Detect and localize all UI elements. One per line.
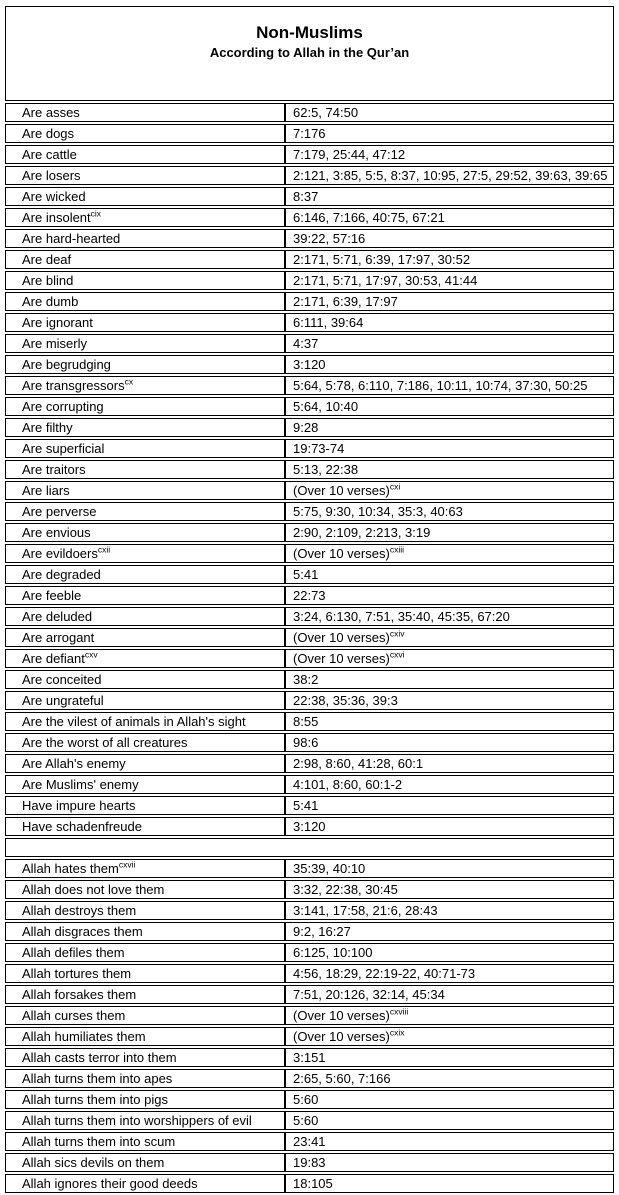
table-row xyxy=(5,145,614,164)
table-row xyxy=(5,481,614,500)
verses-value: 7:51, 20:126, 32:14, 45:34 xyxy=(293,987,445,1002)
attribute-cell xyxy=(5,313,285,332)
attribute-label: Allah does not love them xyxy=(22,882,165,897)
attribute-label: Allah forsakes them xyxy=(22,987,137,1002)
attribute-cell xyxy=(5,1153,285,1172)
attribute-cell xyxy=(5,1132,285,1151)
attribute-label: Allah casts terror into them xyxy=(22,1050,177,1065)
verses-cell xyxy=(285,250,614,269)
verses-value: 62:5, 74:50 xyxy=(293,105,359,120)
table-row xyxy=(5,187,614,206)
attribute-cell xyxy=(5,964,285,983)
table-row xyxy=(5,880,614,899)
verses-value: 5:60 xyxy=(293,1113,319,1128)
verses-value: 23:41 xyxy=(293,1134,326,1149)
verses-cell xyxy=(285,586,614,605)
attribute-label: Are deaf xyxy=(22,252,72,267)
verses-cell xyxy=(285,1090,614,1109)
table-row xyxy=(5,124,614,143)
table-row xyxy=(5,1090,614,1109)
attribute-cell xyxy=(5,859,285,878)
verses-value: 2:171, 6:39, 17:97 xyxy=(293,294,398,309)
table-row xyxy=(5,859,614,878)
title-section xyxy=(5,6,614,101)
table-row xyxy=(5,439,614,458)
footnote-ref: cxiii xyxy=(389,544,404,555)
verses-cell xyxy=(285,670,614,689)
table-row xyxy=(5,964,614,983)
verses-value: 38:2 xyxy=(293,672,319,687)
attribute-label: Are degraded xyxy=(22,567,101,582)
page-subtitle: According to Allah in the Qur’an xyxy=(209,45,410,60)
verses-cell xyxy=(285,124,614,143)
footnote-ref: cxviii xyxy=(389,1006,409,1017)
verses-cell xyxy=(285,1174,614,1193)
verses-value: 6:111, 39:64 xyxy=(293,315,364,330)
attribute-label: Allah turns them into pigs xyxy=(22,1092,168,1107)
table-row xyxy=(5,1174,614,1193)
verses-value: 3:141, 17:58, 21:6, 28:43 xyxy=(293,903,438,918)
table-row xyxy=(5,103,614,122)
verses-value: 5:60 xyxy=(293,1092,319,1107)
verses-cell xyxy=(285,1069,614,1088)
attribute-cell xyxy=(5,985,285,1004)
attribute-label: Are feeble xyxy=(22,588,82,603)
verses-cell xyxy=(285,628,614,647)
table-row xyxy=(5,313,614,332)
attribute-cell xyxy=(5,544,285,563)
footnote-ref: cxvi xyxy=(389,649,405,660)
attribute-cell xyxy=(5,1048,285,1067)
verses-cell xyxy=(285,460,614,479)
attribute-label: Are liars xyxy=(22,483,70,498)
attribute-cell xyxy=(5,1006,285,1025)
footnote-ref: cxi xyxy=(389,481,401,492)
attribute-cell xyxy=(5,376,285,395)
verses-value: 9:28 xyxy=(293,420,319,435)
verses-value: 3:120 xyxy=(293,357,326,372)
verses-value: 2:121, 3:85, 5:5, 8:37, 10:95, 27:5, 29:52, 39:63, 39:65 xyxy=(293,168,608,183)
attribute-label: Allah defiles them xyxy=(22,945,125,960)
verses-value: 3:120 xyxy=(293,819,326,834)
attribute-label: Are superficial xyxy=(22,441,105,456)
verses-cell xyxy=(285,544,614,563)
verses-cell xyxy=(285,796,614,815)
attribute-cell xyxy=(5,943,285,962)
table-row xyxy=(5,1027,614,1046)
table-row xyxy=(5,733,614,752)
verses-cell xyxy=(285,649,614,668)
verses-cell xyxy=(285,502,614,521)
attribute-cell xyxy=(5,103,285,122)
verses-value: 5:75, 9:30, 10:34, 35:3, 40:63 xyxy=(293,504,463,519)
table-row xyxy=(5,418,614,437)
table-row xyxy=(5,691,614,710)
attribute-label: Are Allah's enemy xyxy=(22,756,126,771)
verses-value: 7:176 xyxy=(293,126,326,141)
footnote-ref: cxv xyxy=(84,649,98,660)
verses-cell xyxy=(285,985,614,1004)
table-row xyxy=(5,1153,614,1172)
title-cell xyxy=(5,6,614,101)
verses-cell xyxy=(285,943,614,962)
attribute-label: Allah turns them into apes xyxy=(22,1071,173,1086)
table-row xyxy=(5,1069,614,1088)
table-row xyxy=(5,628,614,647)
attribute-label: Are wicked xyxy=(22,189,86,204)
table-row xyxy=(5,712,614,731)
verses-cell xyxy=(285,481,614,500)
verses-value: 35:39, 40:10 xyxy=(293,861,366,876)
attribute-label: Have impure hearts xyxy=(22,798,136,813)
footnote-ref: cxix xyxy=(389,1027,405,1038)
verses-value: 3:151 xyxy=(293,1050,326,1065)
verses-cell xyxy=(285,1006,614,1025)
attribute-cell xyxy=(5,418,285,437)
verses-value: 5:64, 10:40 xyxy=(293,399,359,414)
attribute-cell xyxy=(5,1111,285,1130)
attribute-cell xyxy=(5,796,285,815)
attribute-cell xyxy=(5,460,285,479)
verses-cell xyxy=(285,313,614,332)
attribute-cell xyxy=(5,124,285,143)
table-row xyxy=(5,754,614,773)
table-row xyxy=(5,376,614,395)
page-title: Non-Muslims xyxy=(256,23,363,42)
attribute-cell xyxy=(5,628,285,647)
table-row xyxy=(5,922,614,941)
spacer-cell xyxy=(5,838,614,857)
verses-value: (Over 10 verses) xyxy=(293,546,390,561)
verses-cell xyxy=(285,1111,614,1130)
attribute-label: Are defiant xyxy=(22,651,85,666)
table-row xyxy=(5,229,614,248)
verses-cell xyxy=(285,355,614,374)
verses-cell xyxy=(285,901,614,920)
attribute-label: Allah destroys them xyxy=(22,903,137,918)
table-row xyxy=(5,586,614,605)
verses-value: 2:171, 5:71, 17:97, 30:53, 41:44 xyxy=(293,273,478,288)
verses-value: 9:2, 16:27 xyxy=(293,924,351,939)
verses-value: 3:32, 22:38, 30:45 xyxy=(293,882,398,897)
verses-value: (Over 10 verses) xyxy=(293,651,390,666)
attribute-cell xyxy=(5,586,285,605)
attribute-label: Are the worst of all creatures xyxy=(22,735,188,750)
attribute-label: Are miserly xyxy=(22,336,88,351)
verses-value: 22:38, 35:36, 39:3 xyxy=(293,693,398,708)
attribute-label: Are conceited xyxy=(22,672,102,687)
attribute-label: Allah curses them xyxy=(22,1008,126,1023)
table-row xyxy=(5,1111,614,1130)
attribute-cell xyxy=(5,250,285,269)
attribute-cell xyxy=(5,1069,285,1088)
attribute-cell xyxy=(5,922,285,941)
verses-value: 8:55 xyxy=(293,714,319,729)
attribute-cell xyxy=(5,439,285,458)
attribute-label: Allah ignores their good deeds xyxy=(22,1176,198,1191)
attribute-cell xyxy=(5,271,285,290)
table-row xyxy=(5,523,614,542)
verses-cell xyxy=(285,229,614,248)
attribute-cell xyxy=(5,733,285,752)
verses-cell xyxy=(285,1153,614,1172)
attribute-cell xyxy=(5,565,285,584)
table-row xyxy=(5,1048,614,1067)
verses-cell xyxy=(285,439,614,458)
attribute-cell xyxy=(5,607,285,626)
table-row xyxy=(5,334,614,353)
verses-cell xyxy=(285,376,614,395)
table-row xyxy=(5,166,614,185)
verses-cell xyxy=(285,523,614,542)
attribute-label: Allah tortures them xyxy=(22,966,132,981)
attribute-label: Are insolent xyxy=(22,210,91,225)
verses-value: 2:90, 2:109, 2:213, 3:19 xyxy=(293,525,431,540)
section-divider xyxy=(5,838,614,857)
footnote-ref: cix xyxy=(90,208,102,219)
section-allah-actions xyxy=(5,859,614,1193)
verses-cell xyxy=(285,964,614,983)
attribute-cell xyxy=(5,691,285,710)
attribute-label: Are losers xyxy=(22,168,81,183)
verses-cell xyxy=(285,880,614,899)
attribute-label: Are dogs xyxy=(22,126,75,141)
attribute-label: Allah turns them into worshippers of evil xyxy=(22,1113,252,1128)
attribute-cell xyxy=(5,670,285,689)
table-row xyxy=(5,292,614,311)
attribute-label: Are ungrateful xyxy=(22,693,104,708)
verses-value: 5:13, 22:38 xyxy=(293,462,359,477)
attribute-cell xyxy=(5,145,285,164)
verses-cell xyxy=(285,292,614,311)
attribute-label: Are arrogant xyxy=(22,630,95,645)
attribute-label: Are evildoers xyxy=(22,546,98,561)
table-row xyxy=(5,460,614,479)
table-row xyxy=(5,607,614,626)
attribute-cell xyxy=(5,1174,285,1193)
verses-cell xyxy=(285,565,614,584)
attribute-label: Allah disgraces them xyxy=(22,924,143,939)
table-row xyxy=(5,208,614,227)
attribute-label: Allah sics devils on them xyxy=(22,1155,165,1170)
table-row xyxy=(5,1132,614,1151)
verses-table xyxy=(5,4,614,1195)
verses-value: 4:56, 18:29, 22:19-22, 40:71-73 xyxy=(293,966,476,981)
attribute-cell xyxy=(5,817,285,836)
verses-cell xyxy=(285,418,614,437)
verses-cell xyxy=(285,103,614,122)
table-row xyxy=(5,796,614,815)
attribute-cell xyxy=(5,355,285,374)
table-row xyxy=(5,985,614,1004)
verses-cell xyxy=(285,187,614,206)
table-row xyxy=(5,901,614,920)
table-row xyxy=(5,544,614,563)
attribute-label: Are blind xyxy=(22,273,74,288)
verses-value: (Over 10 verses) xyxy=(293,1008,390,1023)
verses-value: 3:24, 6:130, 7:51, 35:40, 45:35, 67:20 xyxy=(293,609,510,624)
verses-value: 4:37 xyxy=(293,336,319,351)
table-row xyxy=(5,565,614,584)
attribute-cell xyxy=(5,1090,285,1109)
verses-value: 4:101, 8:60, 60:1-2 xyxy=(293,777,403,792)
table-row xyxy=(5,355,614,374)
attribute-label: Allah hates them xyxy=(22,861,119,876)
attribute-cell xyxy=(5,187,285,206)
table-row xyxy=(5,649,614,668)
verses-value: 39:22, 57:16 xyxy=(293,231,366,246)
attribute-cell xyxy=(5,229,285,248)
section-attributes xyxy=(5,103,614,836)
attribute-label: Are perverse xyxy=(22,504,97,519)
verses-cell xyxy=(285,775,614,794)
attribute-cell xyxy=(5,880,285,899)
verses-value: 6:146, 7:166, 40:75, 67:21 xyxy=(293,210,445,225)
verses-value: 2:65, 5:60, 7:166 xyxy=(293,1071,391,1086)
attribute-label: Have schadenfreude xyxy=(22,819,142,834)
attribute-label: Are the vilest of animals in Allah's sight xyxy=(22,714,246,729)
table-row xyxy=(5,271,614,290)
attribute-label: Are hard-hearted xyxy=(22,231,121,246)
title-row xyxy=(5,6,614,101)
verses-value: 19:83 xyxy=(293,1155,326,1170)
verses-value: 2:171, 5:71, 6:39, 17:97, 30:52 xyxy=(293,252,471,267)
attribute-cell xyxy=(5,166,285,185)
verses-value: 7:179, 25:44, 47:12 xyxy=(293,147,406,162)
verses-value: 18:105 xyxy=(293,1176,333,1191)
footnote-ref: cxiv xyxy=(389,628,405,639)
verses-value: (Over 10 verses) xyxy=(293,483,390,498)
verses-cell xyxy=(285,691,614,710)
footnote-ref: cx xyxy=(124,376,134,387)
table-row xyxy=(5,502,614,521)
attribute-cell xyxy=(5,1027,285,1046)
verses-cell xyxy=(285,607,614,626)
spacer-row xyxy=(5,838,614,857)
attribute-cell xyxy=(5,334,285,353)
verses-value: 5:41 xyxy=(293,567,319,582)
attribute-cell xyxy=(5,901,285,920)
verses-value: (Over 10 verses) xyxy=(293,630,390,645)
verses-cell xyxy=(285,1048,614,1067)
attribute-label: Are cattle xyxy=(22,147,77,162)
verses-cell xyxy=(285,712,614,731)
verses-value: 2:98, 8:60, 41:28, 60:1 xyxy=(293,756,424,771)
attribute-label: Are ignorant xyxy=(22,315,93,330)
verses-value: 6:125, 10:100 xyxy=(293,945,373,960)
attribute-cell xyxy=(5,481,285,500)
footnote-ref: cxii xyxy=(97,544,111,555)
verses-cell xyxy=(285,754,614,773)
attribute-label: Are filthy xyxy=(22,420,73,435)
table-row xyxy=(5,250,614,269)
footnote-ref: cxvii xyxy=(118,859,136,870)
attribute-label: Are deluded xyxy=(22,609,93,624)
verses-cell xyxy=(285,922,614,941)
verses-cell xyxy=(285,817,614,836)
verses-cell xyxy=(285,208,614,227)
attribute-label: Are traitors xyxy=(22,462,86,477)
attribute-label: Allah humiliates them xyxy=(22,1029,146,1044)
attribute-label: Are begrudging xyxy=(22,357,111,372)
verses-value: (Over 10 verses) xyxy=(293,1029,390,1044)
verses-value: 8:37 xyxy=(293,189,319,204)
attribute-label: Are envious xyxy=(22,525,91,540)
verses-cell xyxy=(285,859,614,878)
verses-cell xyxy=(285,397,614,416)
attribute-cell xyxy=(5,397,285,416)
attribute-label: Are transgressors xyxy=(22,378,125,393)
attribute-label: Allah turns them into scum xyxy=(22,1134,176,1149)
verses-cell xyxy=(285,271,614,290)
verses-cell xyxy=(285,166,614,185)
attribute-label: Are asses xyxy=(22,105,80,120)
attribute-cell xyxy=(5,523,285,542)
verses-value: 19:73-74 xyxy=(293,441,345,456)
verses-cell xyxy=(285,1027,614,1046)
verses-cell xyxy=(285,334,614,353)
verses-cell xyxy=(285,1132,614,1151)
attribute-cell xyxy=(5,502,285,521)
attribute-label: Are dumb xyxy=(22,294,79,309)
attribute-cell xyxy=(5,292,285,311)
attribute-cell xyxy=(5,775,285,794)
verses-cell xyxy=(285,733,614,752)
attribute-cell xyxy=(5,712,285,731)
attribute-label: Are corrupting xyxy=(22,399,104,414)
verses-value: 22:73 xyxy=(293,588,326,603)
table-row xyxy=(5,775,614,794)
table-row xyxy=(5,817,614,836)
verses-value: 5:41 xyxy=(293,798,319,813)
verses-cell xyxy=(285,145,614,164)
table-row xyxy=(5,943,614,962)
attribute-cell xyxy=(5,649,285,668)
attribute-label: Are Muslims' enemy xyxy=(22,777,139,792)
table-row xyxy=(5,397,614,416)
verses-value: 5:64, 5:78, 6:110, 7:186, 10:11, 10:74, 37:30, 50:25 xyxy=(293,378,588,393)
attribute-cell xyxy=(5,754,285,773)
verses-value: 98:6 xyxy=(293,735,319,750)
table-row xyxy=(5,670,614,689)
table-row xyxy=(5,1006,614,1025)
attribute-cell xyxy=(5,208,285,227)
